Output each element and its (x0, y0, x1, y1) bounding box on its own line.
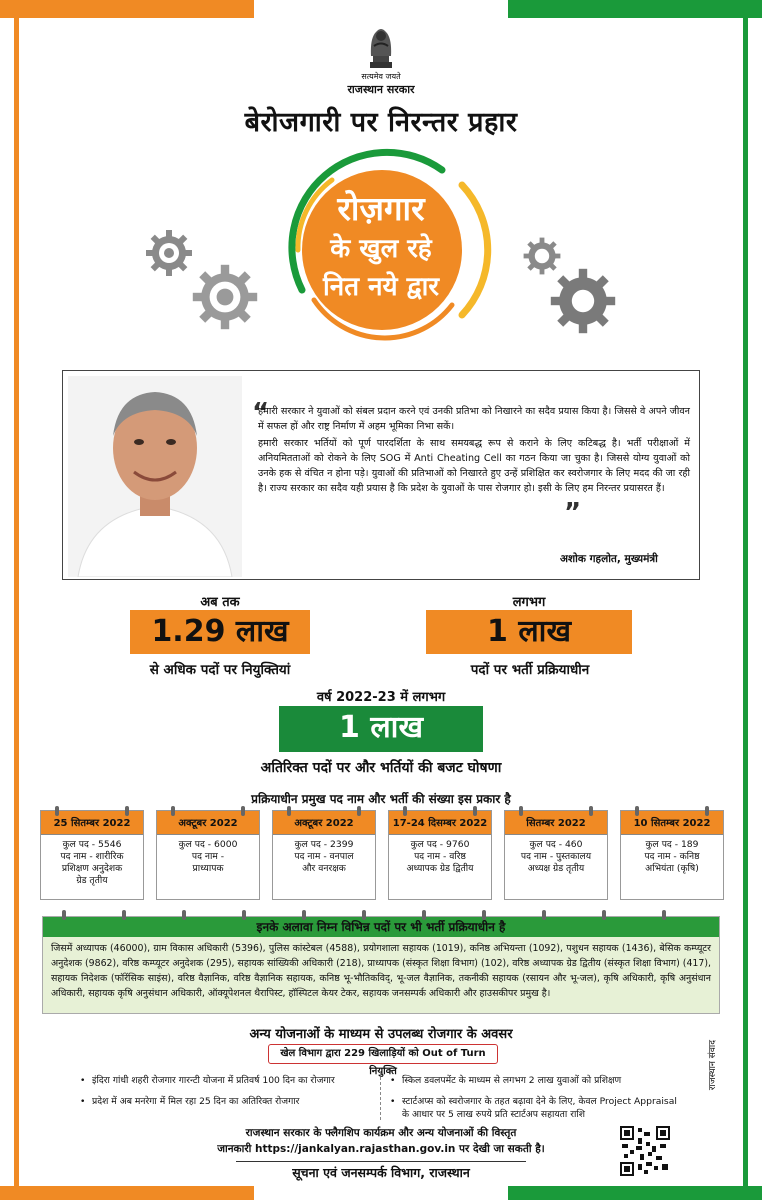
footer-line-2: जानकारी https://jankalyan.rajasthan.gov.in पर देखी जा सकती है। (217, 1143, 545, 1155)
qr-code-icon (620, 1126, 670, 1176)
calendar-line: कुल पद - 6000 (178, 839, 238, 850)
calendar-line: अध्यक्ष ग्रेड तृतीय (527, 863, 585, 874)
circle-line-3: नित नये द्वार (323, 272, 439, 302)
stat-left-value: 1.29 लाख (130, 610, 310, 654)
calendar-line: पद नाम - वनपाल (294, 851, 354, 862)
calendar-line: पद नाम - (191, 851, 225, 862)
calendar-date: 17-24 दिसम्बर 2022 (389, 811, 491, 835)
calendar-line: पद नाम - पुस्तकालय (520, 851, 592, 862)
cm-signature: अशोक गहलोत, मुख्यमंत्री (560, 553, 658, 565)
calendar-ring (705, 806, 709, 816)
close-quote-icon: ” (564, 498, 582, 528)
calendar-line: कुल पद - 9760 (410, 839, 470, 850)
stat-right-sub: पदों पर भर्ती प्रक्रियाधीन (470, 662, 590, 678)
stat-left-label: अब तक (200, 595, 240, 610)
calendar-line: पद नाम - वरिष्ठ (414, 851, 466, 862)
motto-text: सत्यमेव जयते (361, 72, 401, 81)
calendar-ring (473, 806, 477, 816)
side-credit: राजस्थान संवाद (708, 1040, 718, 1091)
calendar-ring (55, 806, 59, 816)
calendar-line: अभियंता (कृषि) (645, 863, 699, 874)
list-item: • इंदिरा गांधी शहरी रोजगार गारन्टी योजना में प्रतिवर्ष 100 दिन का रोजगार (80, 1074, 370, 1087)
calendar-date: सितम्बर 2022 (505, 811, 607, 835)
page-headline: बेरोजगारी पर निरन्तर प्रहार (244, 107, 518, 138)
calendar-ring (241, 806, 245, 816)
stat-center-value: 1 लाख (279, 706, 483, 752)
calendar-date: 10 सितम्बर 2022 (621, 811, 723, 835)
khel-badge: खेल विभाग द्वारा 229 खिलाड़ियों को Out of Turn नियुक्ति (268, 1044, 498, 1064)
calendar-ring (589, 806, 593, 816)
calendar-date: 25 सितम्बर 2022 (41, 811, 143, 835)
schemes-right-list (390, 1074, 682, 1129)
cm-quote (258, 404, 690, 498)
stat-right-value: 1 लाख (426, 610, 632, 654)
quote-paragraph-1: हमारी सरकार ने युवाओं को संबल प्रदान करने एवं उनकी प्रतिभा को निखारने का सदैव प्रयास किया है। जिससे वे अपने जीवन में सफल हों और राष्ट्र निर्माण में अहम भूमिका निभा सकें। (258, 406, 690, 432)
calendar-ring (125, 806, 129, 816)
other-posts-panel (42, 916, 720, 1014)
footer-rule (236, 1161, 526, 1162)
stat-right-label: लगभग (512, 595, 546, 610)
other-posts-text: जिसमें अध्यापक (46000), ग्राम विकास अधिकारी (5396), पुलिस कांस्टेबल (4588), प्रयोगशाला सहायक (1019), कनिष्ठ अभियन्ता (1092), पशुधन सहायक (1436), बेसिक कम्प्यूटर अनुदेशक (9862), वरिष्ठ कम्प्यूटर अनुदेशक (295), सहायक सांख्यिकी अधिकारी (218), प्राध्यापक (संस्कृत शिक्षा विभाग) (102), वरिष्ठ अध्यापक ग्रेड द्वितीय (संस्कृत शिक्षा विभाग) (417), सहायक निदेशक (फॉरेंसिक साइंस), वरिष्ठ वैज्ञानिक, वरिष्ठ वैज्ञानिक सहायक, कनिष्ठ भू-भौतिकविद्, भू-जल वैज्ञानिक, तकनीकी सहायक (रसायन और भू-जल), कृषि अधिकारी, कृषि अनुसंधान अधिकारी, सहायक कृषि अनुसंधान अधिकारी, ऑक्यूपेशनल थैरापिस्ट, हॉस्पिटल केयर टेकर, सहायक जनसम्पर्क अधिकारी और हाउसकीपर प्रमुख है। (51, 943, 711, 999)
calendar-card (504, 810, 608, 900)
top-tricolor-border (0, 0, 762, 18)
calendar-ring (635, 806, 639, 816)
calendar-card (156, 810, 260, 900)
open-quote-icon: “ (252, 398, 270, 428)
calendar-line: पद नाम - कनिष्ठ (644, 851, 700, 862)
quote-paragraph-2: हमारी सरकार भर्तियों को पूर्ण पारदर्शिता के साथ समयबद्ध रूप से कराने के लिए कटिबद्ध है। भर्ती परीक्षाओं में अनियमितताओं को रोकने के लिए SOG में Anti Cheating Cell का गठन किया जा चुका है। जिससे योग्य युवाओं को उनके हक से वंचित न होना पड़े। युवाओं की प्रतिभाओं को निखारते हुए उन्हें प्रशिक्षित कर स्वरोजगार के लिए मदद की जा रही है। राज्य सरकार का सदैव यही प्रयास है कि प्रदेश के युवाओं के पास रोजगार हो। इसी के लिए हम निरन्तर प्रयासरत हैं। (258, 438, 690, 494)
schemes-left-list (80, 1074, 370, 1116)
schemes-divider (380, 1072, 381, 1120)
national-emblem-icon (360, 22, 402, 72)
calendar-line: अध्यापक ग्रेड द्वितीय (406, 863, 474, 874)
panel-rings (42, 910, 720, 922)
stat-center-label: वर्ष 2022-23 में लगभग (316, 690, 446, 705)
stat-center-sub: अतिरिक्त पदों पर और भर्तियों की बजट घोषणा (260, 760, 502, 776)
calendar-ring (357, 806, 361, 816)
calendar-ring (519, 806, 523, 816)
calendar-date: अक्टूबर 2022 (273, 811, 375, 835)
footer-line-1: राजस्थान सरकार के फ्लैगशिप कार्यक्रम और अन्य योजनाओं की विस्तृत (245, 1127, 517, 1139)
list-item: • स्किल डवलपमेंट के माध्यम से लगभग 2 लाख युवाओं को प्रशिक्षण (390, 1074, 682, 1087)
schemes-title: अन्य योजनाओं के माध्यम से उपलब्ध रोजगार के अवसर (249, 1027, 513, 1042)
calendar-line: प्रशिक्षण अनुदेशक (61, 863, 123, 874)
calendar-line: कुल पद - 2399 (294, 839, 354, 850)
calendar-date: अक्टूबर 2022 (157, 811, 259, 835)
calendar-ring (403, 806, 407, 816)
calendar-card (272, 810, 376, 900)
list-item: • स्टार्टअप्स को स्वरोजगार के तहत बढ़ावा देने के लिए, केवल Project Appraisal के आधार पर 5 लाख रुपये प्रति स्टार्टअप सहायता राशि (390, 1095, 682, 1121)
calendar-ring (171, 806, 175, 816)
calendar-line: प्राध्यापक (192, 863, 224, 874)
gear-icon (144, 228, 194, 278)
stat-left-sub: से अधिक पदों पर नियुक्तियां (149, 662, 291, 678)
calendar-line: पद नाम - शारीरिक (60, 851, 124, 862)
calendar-card (388, 810, 492, 900)
calendar-line: ग्रेड तृतीय (76, 875, 108, 886)
other-posts-title: इनके अलावा निम्न विभिन्न पदों पर भी भर्ती प्रक्रियाधीन है (43, 917, 719, 937)
department-name: सूचना एवं जनसम्पर्क विभाग, राजस्थान (292, 1165, 470, 1180)
circle-text (283, 188, 479, 306)
calendar-line: कुल पद - 460 (529, 839, 583, 850)
government-name: राजस्थान सरकार (347, 83, 415, 96)
circle-line-1: रोज़गार (337, 189, 425, 228)
calendar-line: और वनरक्षक (302, 863, 346, 874)
cm-portrait (68, 376, 242, 577)
portrait-illustration (68, 376, 242, 577)
calendar-line: कुल पद - 189 (645, 839, 699, 850)
calendar-card (40, 810, 144, 900)
gear-icon (548, 266, 618, 336)
recruitment-title: प्रक्रियाधीन प्रमुख पद नाम और भर्ती की संख्या इस प्रकार है (251, 792, 511, 806)
calendar-card (620, 810, 724, 900)
calendar-ring (287, 806, 291, 816)
circle-line-2: के खुल रहे (330, 234, 432, 264)
calendar-line: कुल पद - 5546 (62, 839, 122, 850)
gear-icon (190, 262, 260, 332)
bottom-tricolor-border (0, 1186, 762, 1200)
list-item: • प्रदेश में अब मनरेगा में मिल रहा 25 दिन का अतिरिक्त रोजगार (80, 1095, 370, 1108)
